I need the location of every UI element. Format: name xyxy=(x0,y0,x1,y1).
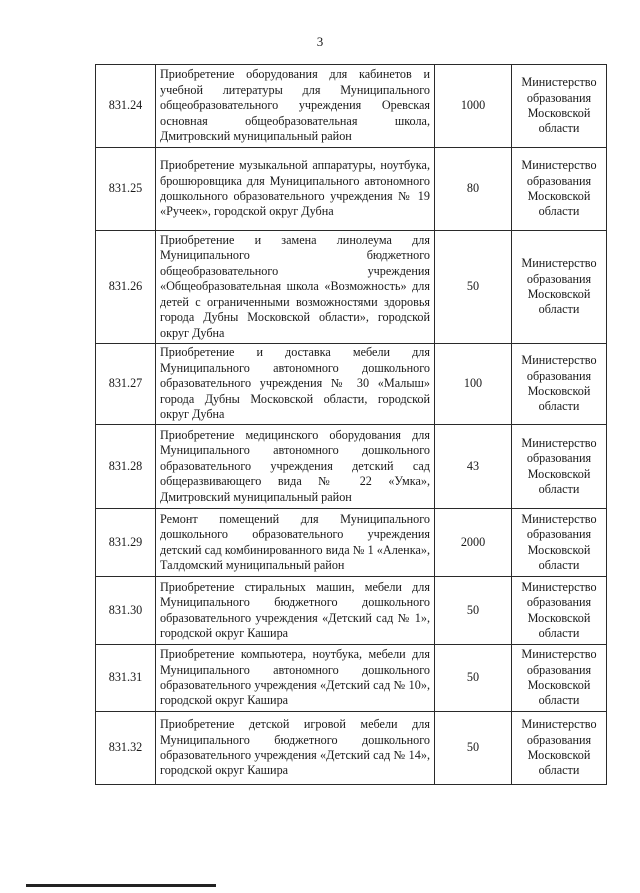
row-ministry: Министерство образования Московской области xyxy=(512,712,607,785)
bottom-rule xyxy=(26,884,216,887)
row-amount: 50 xyxy=(435,577,512,645)
row-number: 831.31 xyxy=(96,645,156,712)
row-description: Приобретение детской игровой мебели для Муниципального бюджетного дошкольного образовательного учреждения «Детский сад № 14», городской округ Кашира xyxy=(156,712,435,785)
row-number: 831.32 xyxy=(96,712,156,785)
table-row xyxy=(96,712,607,785)
row-amount: 2000 xyxy=(435,509,512,577)
row-number: 831.30 xyxy=(96,577,156,645)
budget-table xyxy=(95,64,607,785)
row-amount: 80 xyxy=(435,148,512,231)
row-description: Приобретение медицинского оборудования для Муниципального автономного дошкольного образовательного учреждения детский сад общеразвивающего вида № 22 «Умка», Дмитровский муниципальный район xyxy=(156,425,435,509)
table-row xyxy=(96,645,607,712)
row-amount: 1000 xyxy=(435,65,512,148)
row-ministry: Министерство образования Московской области xyxy=(512,425,607,509)
table-row xyxy=(96,65,607,148)
row-amount: 100 xyxy=(435,344,512,425)
row-description: Приобретение и замена линолеума для Муниципального бюджетного общеобразовательного учреждения «Общеобразовательная школа «Возможность» для детей с ограниченными возможностями здоровья города Дубны Московской области», городской округ Дубна xyxy=(156,231,435,344)
row-description: Приобретение оборудования для кабинетов и учебной литературы для Муниципального общеобразовательного учреждения Оревская основная общеобразовательная школа, Дмитровский муниципальный район xyxy=(156,65,435,148)
row-description: Приобретение музыкальной аппаратуры, ноутбука, брошюровщика для Муниципального автономного дошкольного образовательного учреждения № 19 «Ручеек», городской округ Дубна xyxy=(156,148,435,231)
table-row xyxy=(96,509,607,577)
table-row xyxy=(96,231,607,344)
row-description: Приобретение компьютера, ноутбука, мебели для Муниципального автономного дошкольного образовательного учреждения «Детский сад № 10», городской округ Кашира xyxy=(156,645,435,712)
row-description: Ремонт помещений для Муниципального дошкольного образовательного учреждения детский сад комбинированного вида № 1 «Аленка», Талдомский муниципальный район xyxy=(156,509,435,577)
table-body xyxy=(96,65,607,785)
row-number: 831.26 xyxy=(96,231,156,344)
row-number: 831.28 xyxy=(96,425,156,509)
row-number: 831.29 xyxy=(96,509,156,577)
row-amount: 50 xyxy=(435,712,512,785)
page-number: 3 xyxy=(316,34,324,49)
row-amount: 50 xyxy=(435,645,512,712)
table-row xyxy=(96,344,607,425)
row-amount: 50 xyxy=(435,231,512,344)
table-row xyxy=(96,577,607,645)
row-description: Приобретение стиральных машин, мебели для Муниципального бюджетного дошкольного образовательного учреждения «Детский сад № 1», городской округ Кашира xyxy=(156,577,435,645)
table-row xyxy=(96,425,607,509)
row-ministry: Министерство образования Московской области xyxy=(512,344,607,425)
table-row xyxy=(96,148,607,231)
row-number: 831.25 xyxy=(96,148,156,231)
row-number: 831.24 xyxy=(96,65,156,148)
row-description: Приобретение и доставка мебели для Муниципального автономного дошкольного образовательного учреждения № 30 «Малыш» города Дубны Московской области, городской округ Дубна xyxy=(156,344,435,425)
row-ministry: Министерство образования Московской области xyxy=(512,509,607,577)
row-ministry: Министерство образования Московской области xyxy=(512,65,607,148)
row-amount: 43 xyxy=(435,425,512,509)
row-ministry: Министерство образования Московской области xyxy=(512,148,607,231)
row-ministry: Министерство образования Московской области xyxy=(512,231,607,344)
row-number: 831.27 xyxy=(96,344,156,425)
row-ministry: Министерство образования Московской области xyxy=(512,645,607,712)
row-ministry: Министерство образования Московской области xyxy=(512,577,607,645)
